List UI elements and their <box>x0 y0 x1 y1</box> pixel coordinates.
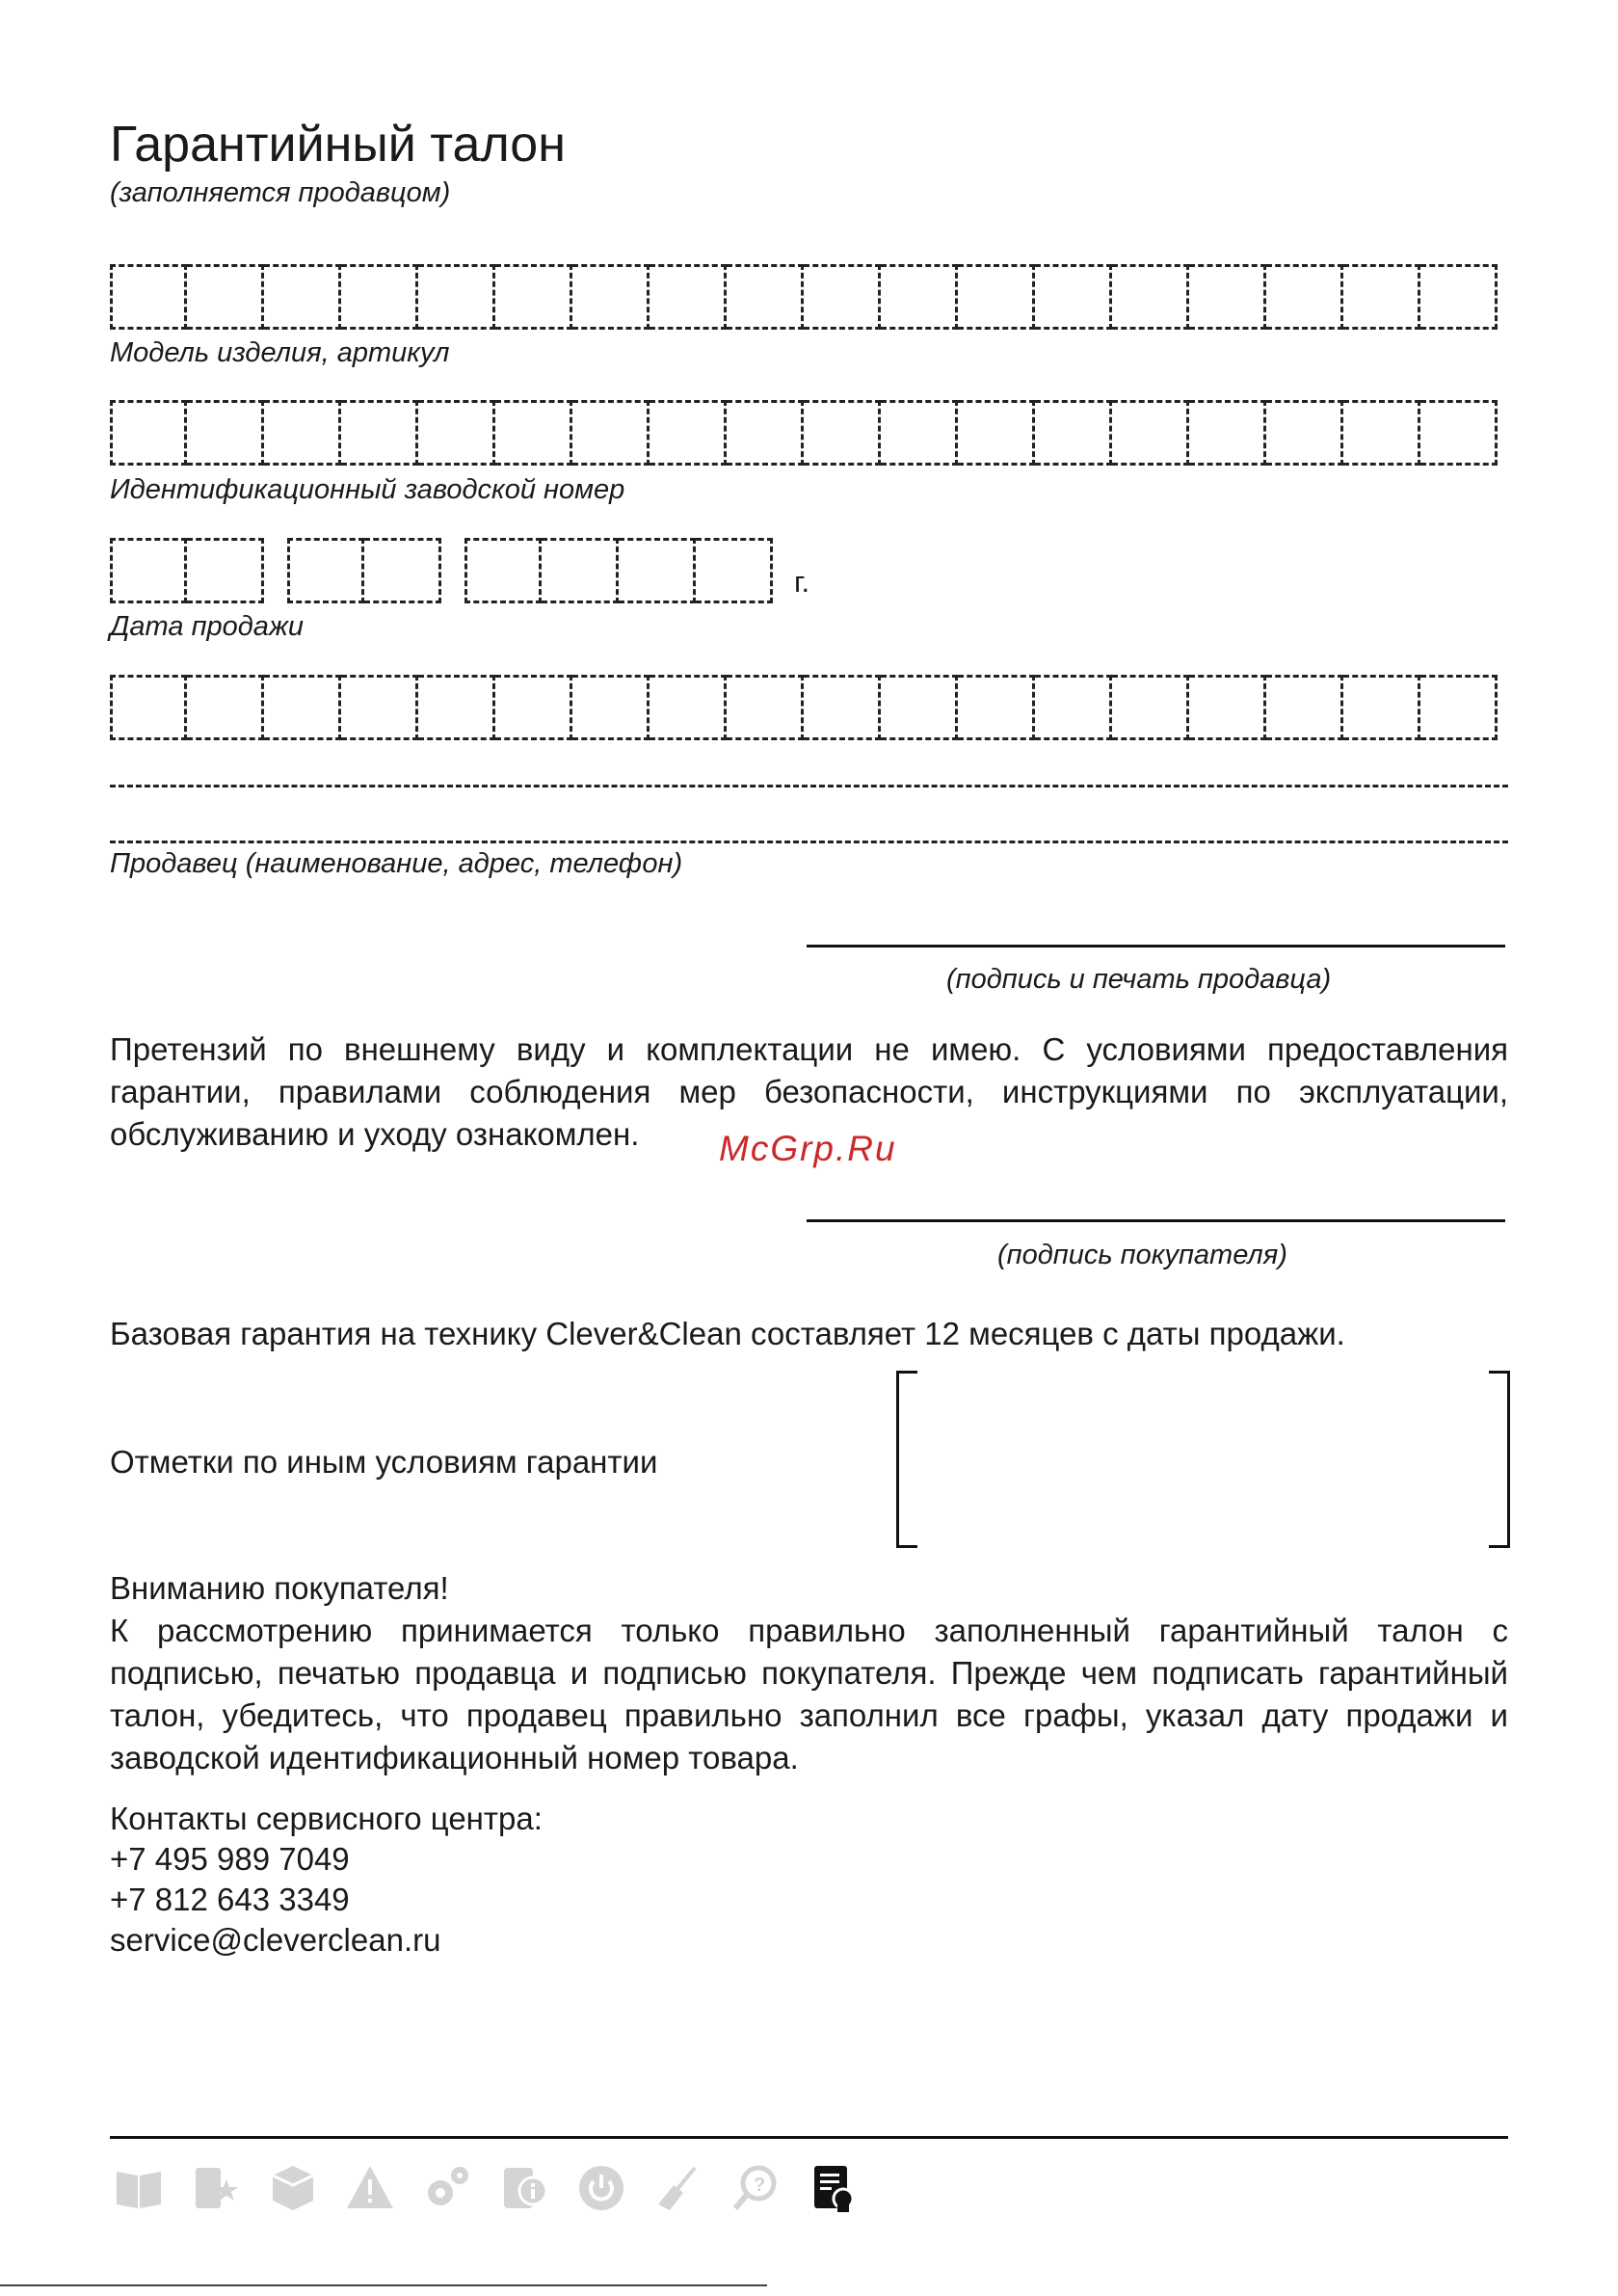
contact-email[interactable]: service@cleverclean.ru <box>110 1922 441 1958</box>
date-suffix: г. <box>794 565 810 599</box>
char-cell[interactable] <box>110 264 187 330</box>
warning-icon[interactable] <box>332 2161 409 2215</box>
char-cell[interactable] <box>1112 675 1189 740</box>
char-cell[interactable] <box>881 400 958 466</box>
char-cell[interactable] <box>1035 264 1112 330</box>
char-cell[interactable] <box>187 400 264 466</box>
char-cell[interactable] <box>1420 675 1498 740</box>
footer-nav <box>100 2161 871 2215</box>
serial-boxes[interactable] <box>110 400 1498 466</box>
char-cell[interactable] <box>881 675 958 740</box>
char-cell[interactable] <box>1189 264 1266 330</box>
char-cell[interactable] <box>650 675 727 740</box>
search-help-icon[interactable] <box>717 2161 794 2215</box>
notice-heading: Вниманию покупателя! <box>110 1570 449 1606</box>
char-cell[interactable] <box>1420 264 1498 330</box>
char-cell[interactable] <box>495 675 572 740</box>
char-cell[interactable] <box>364 538 441 603</box>
char-cell[interactable] <box>341 675 418 740</box>
char-cell[interactable] <box>418 400 495 466</box>
char-cell[interactable] <box>187 264 264 330</box>
char-cell[interactable] <box>696 538 773 603</box>
char-cell[interactable] <box>727 675 804 740</box>
char-cell[interactable] <box>572 264 650 330</box>
char-cell[interactable] <box>727 400 804 466</box>
char-cell[interactable] <box>572 675 650 740</box>
bracket-right <box>1489 1371 1510 1548</box>
char-cell[interactable] <box>1266 400 1343 466</box>
other-terms-box[interactable] <box>896 1371 1510 1548</box>
serial-label: Идентификационный заводской номер <box>110 474 625 505</box>
char-cell[interactable] <box>958 400 1035 466</box>
base-warranty-text: Базовая гарантия на технику Clever&Clean составляет 12 месяцев с даты продажи. <box>110 1316 1345 1351</box>
date-year-boxes[interactable] <box>464 538 773 603</box>
char-cell[interactable] <box>418 264 495 330</box>
char-cell[interactable] <box>1189 400 1266 466</box>
char-cell[interactable] <box>341 264 418 330</box>
char-cell[interactable] <box>1266 675 1343 740</box>
char-cell[interactable] <box>542 538 619 603</box>
contact-phone-1: +7 495 989 7049 <box>110 1841 350 1877</box>
seller-label: Продавец (наименование, адрес, телефон) <box>110 848 683 879</box>
agreement-text: Претензий по внешнему виду и комплектации не имею. С условиями предоставления гарантии, правилами соблюдения мер безопасности, инструкциями по эксплуатации, обслуживанию и уходу ознакомлен. <box>110 1031 1508 1152</box>
watermark: McGrp.Ru <box>719 1129 897 1168</box>
gears-icon[interactable] <box>409 2161 486 2215</box>
char-cell[interactable] <box>881 264 958 330</box>
info-device-icon[interactable] <box>486 2161 563 2215</box>
box-star-icon[interactable] <box>177 2161 254 2215</box>
model-label: Модель изделия, артикул <box>110 337 450 368</box>
other-terms-label: Отметки по иным условиям гарантии <box>110 1444 658 1480</box>
char-cell[interactable] <box>1112 264 1189 330</box>
char-cell[interactable] <box>727 264 804 330</box>
char-cell[interactable] <box>264 264 341 330</box>
contacts-block <box>110 1799 543 1961</box>
char-cell[interactable] <box>495 264 572 330</box>
char-cell[interactable] <box>187 538 264 603</box>
contact-phone-2: +7 812 643 3349 <box>110 1882 350 1917</box>
char-cell[interactable] <box>264 675 341 740</box>
char-cell[interactable] <box>1343 264 1420 330</box>
char-cell[interactable] <box>464 538 542 603</box>
char-cell[interactable] <box>264 400 341 466</box>
char-cell[interactable] <box>495 400 572 466</box>
char-cell[interactable] <box>110 675 187 740</box>
char-cell[interactable] <box>958 675 1035 740</box>
bracket-left <box>896 1371 917 1548</box>
char-cell[interactable] <box>1112 400 1189 466</box>
warranty-document-icon[interactable] <box>794 2161 871 2215</box>
date-label: Дата продажи <box>110 611 305 642</box>
char-cell[interactable] <box>418 675 495 740</box>
char-cell[interactable] <box>958 264 1035 330</box>
char-cell[interactable] <box>572 400 650 466</box>
bottom-edge-line <box>0 2284 767 2286</box>
date-month-boxes[interactable] <box>287 538 441 603</box>
seller-boxes[interactable] <box>110 675 1498 740</box>
char-cell[interactable] <box>804 400 881 466</box>
contacts-heading: Контакты сервисного центра: <box>110 1801 543 1836</box>
char-cell[interactable] <box>1343 400 1420 466</box>
char-cell[interactable] <box>650 264 727 330</box>
char-cell[interactable] <box>1035 400 1112 466</box>
broom-icon[interactable] <box>640 2161 717 2215</box>
package-icon[interactable] <box>254 2161 332 2215</box>
char-cell[interactable] <box>1343 675 1420 740</box>
char-cell[interactable] <box>619 538 696 603</box>
seller-line-2[interactable] <box>110 841 1508 843</box>
buyer-signature-line[interactable] <box>807 1219 1505 1222</box>
seller-signature-line[interactable] <box>807 945 1505 948</box>
char-cell[interactable] <box>1420 400 1498 466</box>
char-cell[interactable] <box>1266 264 1343 330</box>
model-boxes[interactable] <box>110 264 1498 330</box>
char-cell[interactable] <box>1035 675 1112 740</box>
seller-line-1[interactable] <box>110 785 1508 788</box>
power-icon[interactable] <box>563 2161 640 2215</box>
char-cell[interactable] <box>341 400 418 466</box>
char-cell[interactable] <box>1189 675 1266 740</box>
char-cell[interactable] <box>110 538 187 603</box>
char-cell[interactable] <box>287 538 364 603</box>
buyer-signature-label: (подпись покупателя) <box>997 1240 1287 1270</box>
svg-text:?: ? <box>754 2175 766 2196</box>
notice-text: К рассмотрению принимается только правильно заполненный гарантийный талон с подписью, печатью продавца и подписью покупателя. Прежде чем подписать гарантийный талон, убедитесь, что продавец правильно заполнил все графы, указал дату продажи и заводской идентификационный номер товара. <box>110 1613 1508 1775</box>
page-title: Гарантийный талон <box>110 117 566 173</box>
footer-divider <box>110 2136 1508 2139</box>
seller-signature-label: (подпись и печать продавца) <box>946 964 1332 995</box>
date-day-boxes[interactable] <box>110 538 264 603</box>
book-icon[interactable] <box>100 2161 177 2215</box>
page-subtitle: (заполняется продавцом) <box>110 177 451 208</box>
char-cell[interactable] <box>650 400 727 466</box>
char-cell[interactable] <box>804 264 881 330</box>
char-cell[interactable] <box>187 675 264 740</box>
char-cell[interactable] <box>804 675 881 740</box>
char-cell[interactable] <box>110 400 187 466</box>
